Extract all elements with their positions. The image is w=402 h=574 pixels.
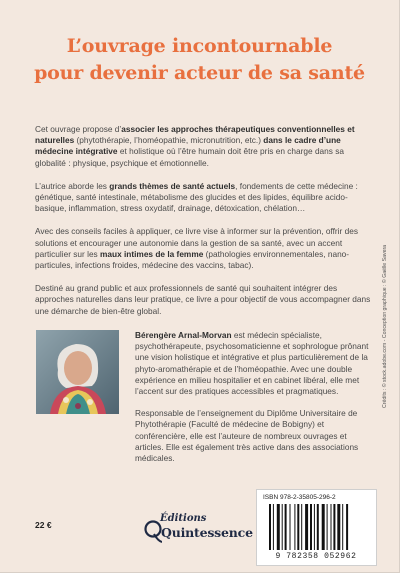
- book-description: [35, 124, 372, 329]
- author-bio-paragraph-2: Responsable de l’enseignement du Diplôme Universitaire de Phytothérapie (Faculté de médecine de Bobigny) et conférencière, elle est l’auteure de nombreux ouvrages et articles. Elle est également très active dans des associations médicales.: [135, 408, 359, 464]
- description-paragraph-3: Avec des conseils faciles à appliquer, ce livre vise à informer sur la prévention, offrir des solutions et encourager une autonomie dans la gestion de sa santé, avec un accent particulier sur les maux intimes de la femme (pathologies environnementales, nano-particules, infections froides, médecine des vaccins, tabac).: [35, 226, 358, 271]
- description-paragraph-4: Destiné au grand public et aux professionnels de santé qui souhaitent intégrer des approches naturelles dans leur pratique, ce livre a pour objectif de vous accompagner dans une démarche de bien-être global.: [35, 283, 371, 316]
- price-label: 22 €: [35, 520, 52, 530]
- author-bio-paragraph-1: Bérengère Arnal-Morvan est médecin spécialiste, psychothérapeute, psychosomaticienne et sophrologue prônant une vision holistique et intégrative et plus particulièrement de la phyto-aromathérapie et de l’homéopathie. Avec une double expérience en milieu hospitalier et en cabinet libéral, elle met l’accent sur des pratiques accessibles et pragmatiques.: [135, 330, 369, 397]
- publisher-editions: Éditions: [160, 513, 207, 524]
- author-bio: [135, 330, 377, 475]
- publisher-logo: [144, 513, 264, 545]
- headline-line-1: L’ouvrage incontournable: [66, 35, 333, 57]
- barcode-icon: [269, 504, 365, 552]
- credits-text: Crédits : © stock.adobe.com - Conception graphique : © Gaëlle Savera: [382, 244, 388, 408]
- headline: [0, 33, 399, 87]
- publisher-name: Quintessence: [161, 525, 253, 540]
- isbn-label: ISBN 978-2-35805-296-2: [263, 494, 336, 501]
- author-photo: [36, 330, 119, 414]
- description-paragraph-1: Cet ouvrage propose d’associer les approches thérapeutiques conventionnelles et naturelles (phytothérapie, l’homéopathie, micronutrition, etc.) dans le cadre d’une médecine intégrative et holistique où l’être humain doit être pris en charge dans sa globalité : physique, psychique et émotionnelle.: [35, 124, 355, 168]
- barcode-panel: [256, 489, 377, 566]
- headline-line-2: pour devenir acteur de sa santé: [34, 62, 365, 84]
- barcode-digits: 9 782358 052962: [275, 552, 357, 561]
- description-paragraph-2: L’autrice aborde les grands thèmes de santé actuels, fondements de cette médecine : génétique, santé intestinale, métabolisme des glucides et des lipides, équilibre acido-basique, inflammation, stress oxydatif, drainage, détoxication, chélation…: [35, 180, 358, 214]
